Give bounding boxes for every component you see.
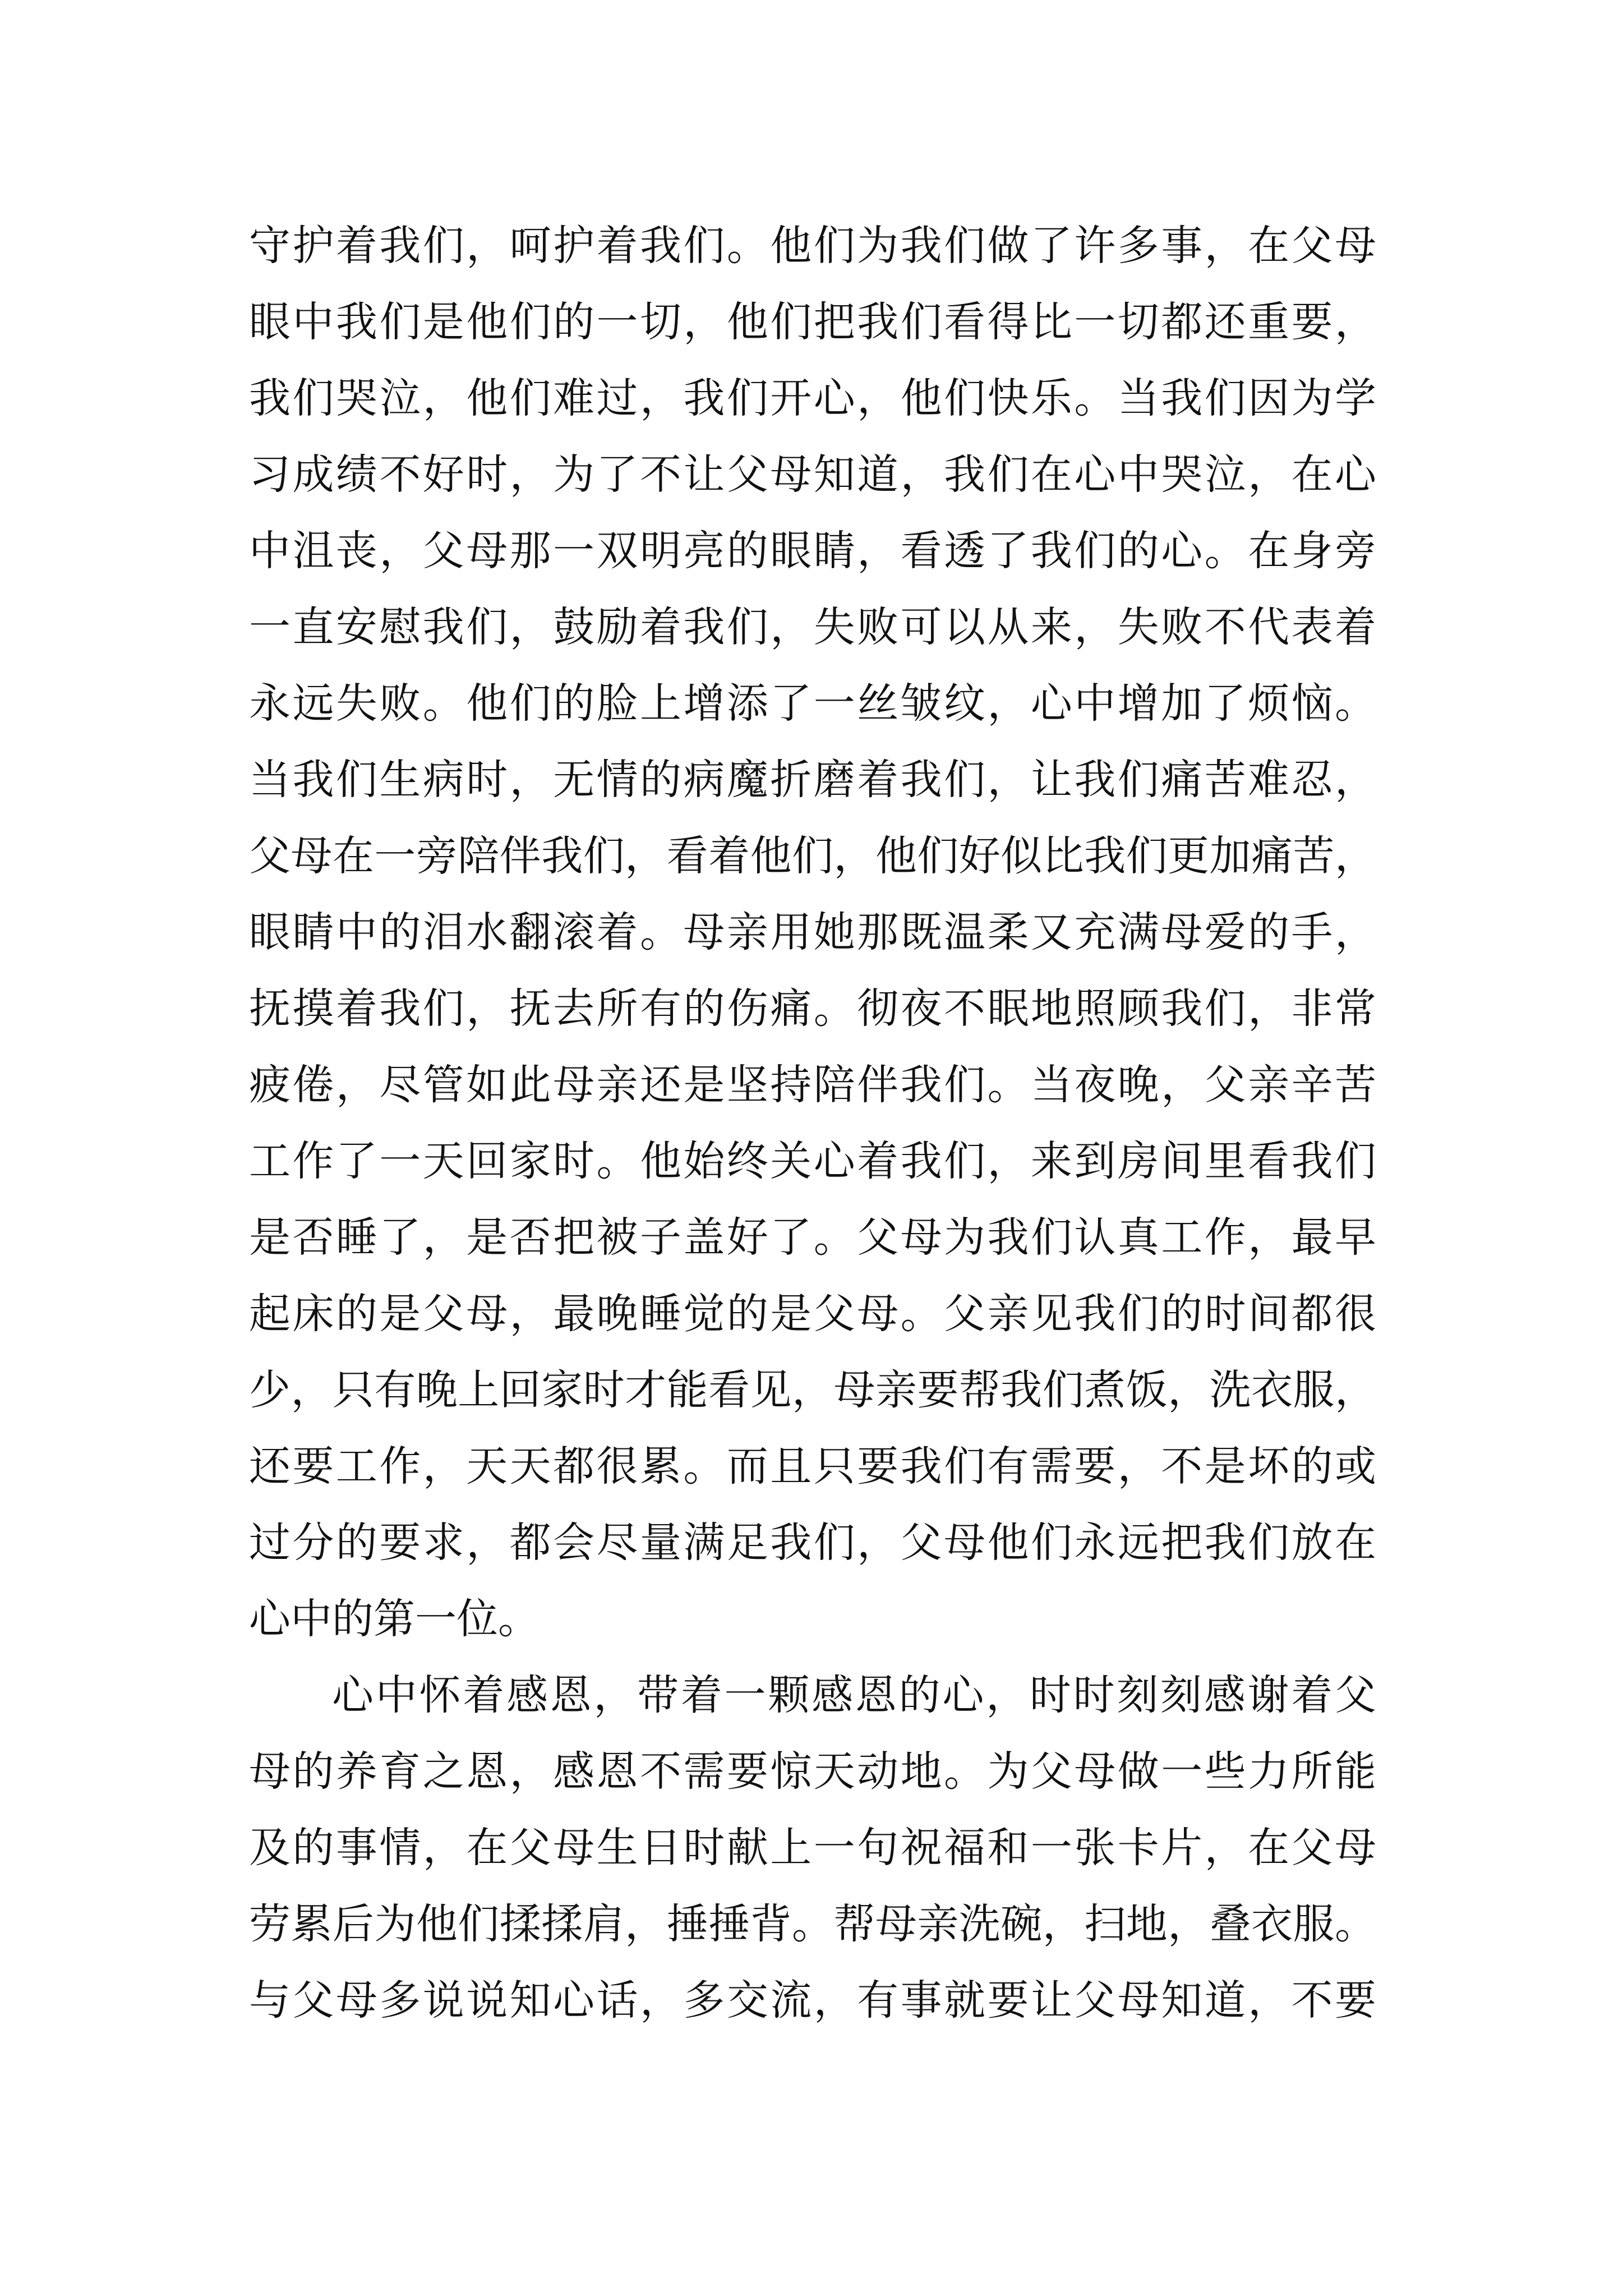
text-line: 劳累后为他们揉揉肩，捶捶背。帮母亲洗碗，扫地，叠衣服。 xyxy=(249,1900,1376,1948)
text-line: 眼睛中的泪水翻滚着。母亲用她那既温柔又充满母爱的手， xyxy=(249,908,1376,956)
text-line: 是否睡了，是否把被子盖好了。父母为我们认真工作，最早 xyxy=(249,1213,1376,1262)
text-line: 工作了一天回家时。他始终关心着我们，来到房间里看我们 xyxy=(249,1137,1376,1185)
text-line: 母的养育之恩，感恩不需要惊天动地。为父母做一些力所能 xyxy=(249,1747,1376,1796)
text-line: 永远失败。他们的脸上增添了一丝皱纹，心中增加了烦恼。 xyxy=(249,679,1376,728)
text-line: 守护着我们，呵护着我们。他们为我们做了许多事，在父母 xyxy=(249,222,1376,270)
text-line: 及的事情，在父母生日时献上一句祝福和一张卡片，在父母 xyxy=(249,1824,1376,1872)
text-line: 还要工作，天天都很累。而且只要我们有需要，不是坏的或 xyxy=(249,1442,1376,1490)
text-line: 父母在一旁陪伴我们，看着他们，他们好似比我们更加痛苦， xyxy=(249,832,1376,880)
text-line: 起床的是父母，最晚睡觉的是父母。父亲见我们的时间都很 xyxy=(249,1290,1376,1338)
text-line: 当我们生病时，无情的病魔折磨着我们，让我们痛苦难忍， xyxy=(249,756,1376,804)
text-line: 中沮丧，父母那一双明亮的眼睛，看透了我们的心。在身旁 xyxy=(249,527,1376,575)
text-line: 抚摸着我们，抚去所有的伤痛。彻夜不眠地照顾我们，非常 xyxy=(249,984,1376,1033)
text-line: 心中的第一位。 xyxy=(249,1595,540,1643)
paragraph-first-line: 心中怀着感恩，带着一颗感恩的心，时时刻刻感谢着父 xyxy=(332,1671,1376,1719)
text-line: 眼中我们是他们的一切，他们把我们看得比一切都还重要， xyxy=(249,298,1376,346)
text-line: 过分的要求，都会尽量满足我们，父母他们永远把我们放在 xyxy=(249,1519,1376,1567)
text-line: 少，只有晚上回家时才能看见，母亲要帮我们煮饭，洗衣服， xyxy=(249,1366,1376,1414)
text-line: 一直安慰我们，鼓励着我们，失败可以从来，失败不代表着 xyxy=(249,603,1376,651)
text-line: 习成绩不好时，为了不让父母知道，我们在心中哭泣，在心 xyxy=(249,450,1376,499)
text-line: 疲倦，尽管如此母亲还是坚持陪伴我们。当夜晚，父亲辛苦 xyxy=(249,1061,1376,1109)
text-line: 与父母多说说知心话，多交流，有事就要让父母知道，不要 xyxy=(249,1976,1376,2024)
text-line: 我们哭泣，他们难过，我们开心，他们快乐。当我们因为学 xyxy=(249,374,1376,422)
